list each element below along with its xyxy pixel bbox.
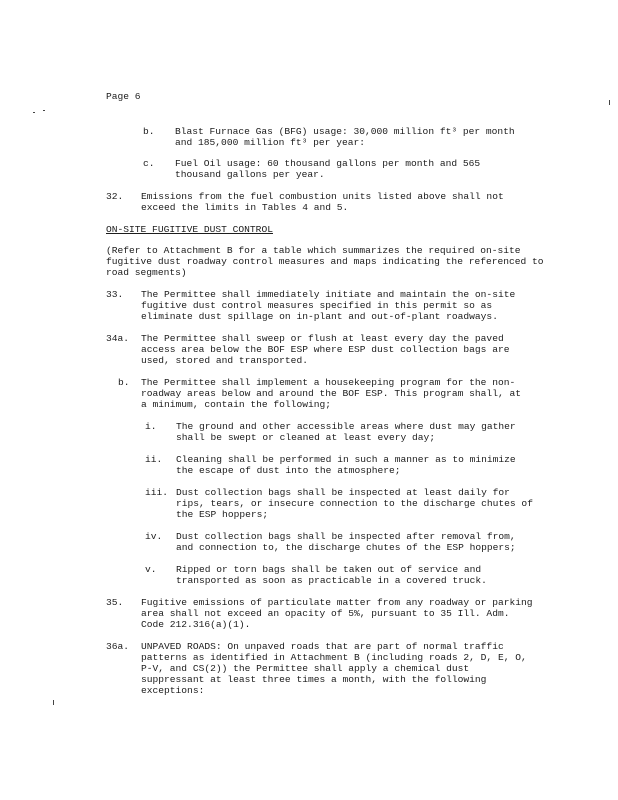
subitem-number: v. <box>145 564 157 575</box>
paragraph-line: Fugitive emissions of particulate matter from any roadway or parking <box>141 597 533 608</box>
subitem-line: transported as soon as practicable in a covered truck. <box>176 575 487 586</box>
item-number: c. <box>143 158 155 169</box>
paragraph-line: exceptions: <box>141 685 205 696</box>
paragraph-line: suppressant at least three times a month, with the following <box>141 674 487 685</box>
paragraph-line: patterns as identified in Attachment B (including roads 2, D, E, O, <box>141 652 527 663</box>
scan-speck <box>609 100 610 105</box>
paragraph-line: The Permittee shall sweep or flush at least every day the paved <box>141 333 504 344</box>
item-line: Blast Furnace Gas (BFG) usage: 30,000 million ft³ per month <box>175 126 515 137</box>
subitem-line: Cleaning shall be performed in such a manner as to minimize <box>176 454 516 465</box>
paragraph-number: 34a. <box>106 333 130 344</box>
paragraph-line: a minimum, contain the following; <box>141 399 331 410</box>
subitem-line: and connection to, the discharge chutes of the ESP hoppers; <box>176 542 516 553</box>
paragraph-line: eliminate dust spillage on in-plant and out-of-plant roadways. <box>141 311 498 322</box>
paragraph-line: used, stored and transported. <box>141 355 308 366</box>
paragraph-number: b. <box>118 377 130 388</box>
paragraph-line: Code 212.316(a)(1). <box>141 619 251 630</box>
subitem-line: rips, tears, or insecure connection to the discharge chutes of <box>176 498 533 509</box>
section-intro-line: road segments) <box>106 267 187 278</box>
item-number: 32. <box>106 191 124 202</box>
scan-speck <box>33 112 35 113</box>
paragraph-line: area shall not exceed an opacity of 5%, pursuant to 35 Ill. Adm. <box>141 608 510 619</box>
paragraph-line: The Permittee shall implement a housekeeping program for the non- <box>141 377 516 388</box>
subitem-number: ii. <box>145 454 163 465</box>
subitem-line: the ESP hoppers; <box>176 509 269 520</box>
item-number: b. <box>143 126 155 137</box>
subitem-line: Ripped or torn bags shall be taken out of service and <box>176 564 482 575</box>
paragraph-line: access area below the BOF ESP where ESP dust collection bags are <box>141 344 510 355</box>
section-intro-line: fugitive dust roadway control measures and maps indicating the referenced to <box>106 256 544 267</box>
subitem-line: shall be swept or cleaned at least every day; <box>176 432 436 443</box>
section-intro-line: (Refer to Attachment B for a table which summarizes the required on-site <box>106 245 521 256</box>
scan-speck <box>53 700 54 705</box>
paragraph-line: P-V, and CS(2)) the Permittee shall apply a chemical dust <box>141 663 470 674</box>
subitem-line: The ground and other accessible areas where dust may gather <box>176 421 516 432</box>
paragraph-number: 36a. <box>106 641 130 652</box>
paragraph-line: fugitive dust control measures specified in this permit so as <box>141 300 493 311</box>
item-line: thousand gallons per year. <box>175 169 325 180</box>
item-line: Emissions from the fuel combustion units listed above shall not <box>141 191 504 202</box>
subitem-line: Dust collection bags shall be inspected after removal from, <box>176 531 516 542</box>
paragraph-number: 33. <box>106 289 124 300</box>
item-line: Fuel Oil usage: 60 thousand gallons per month and 565 <box>175 158 481 169</box>
item-line: and 185,000 million ft³ per year: <box>175 137 365 148</box>
subitem-line: Dust collection bags shall be inspected at least daily for <box>176 487 510 498</box>
paragraph-line: The Permittee shall immediately initiate and maintain the on-site <box>141 289 516 300</box>
subitem-number: iii. <box>145 487 169 498</box>
subitem-line: the escape of dust into the atmosphere; <box>176 465 401 476</box>
paragraph-number: 35. <box>106 597 124 608</box>
page-number: Page 6 <box>106 91 141 102</box>
scan-speck <box>43 110 45 111</box>
item-line: exceed the limits in Tables 4 and 5. <box>141 202 349 213</box>
subitem-number: iv. <box>145 531 163 542</box>
paragraph-line: UNPAVED ROADS: On unpaved roads that are part of normal traffic <box>141 641 504 652</box>
subitem-number: i. <box>145 421 157 432</box>
paragraph-line: roadway areas below and around the BOF ESP. This program shall, at <box>141 388 521 399</box>
section-heading: ON-SITE FUGITIVE DUST CONTROL <box>106 224 273 235</box>
